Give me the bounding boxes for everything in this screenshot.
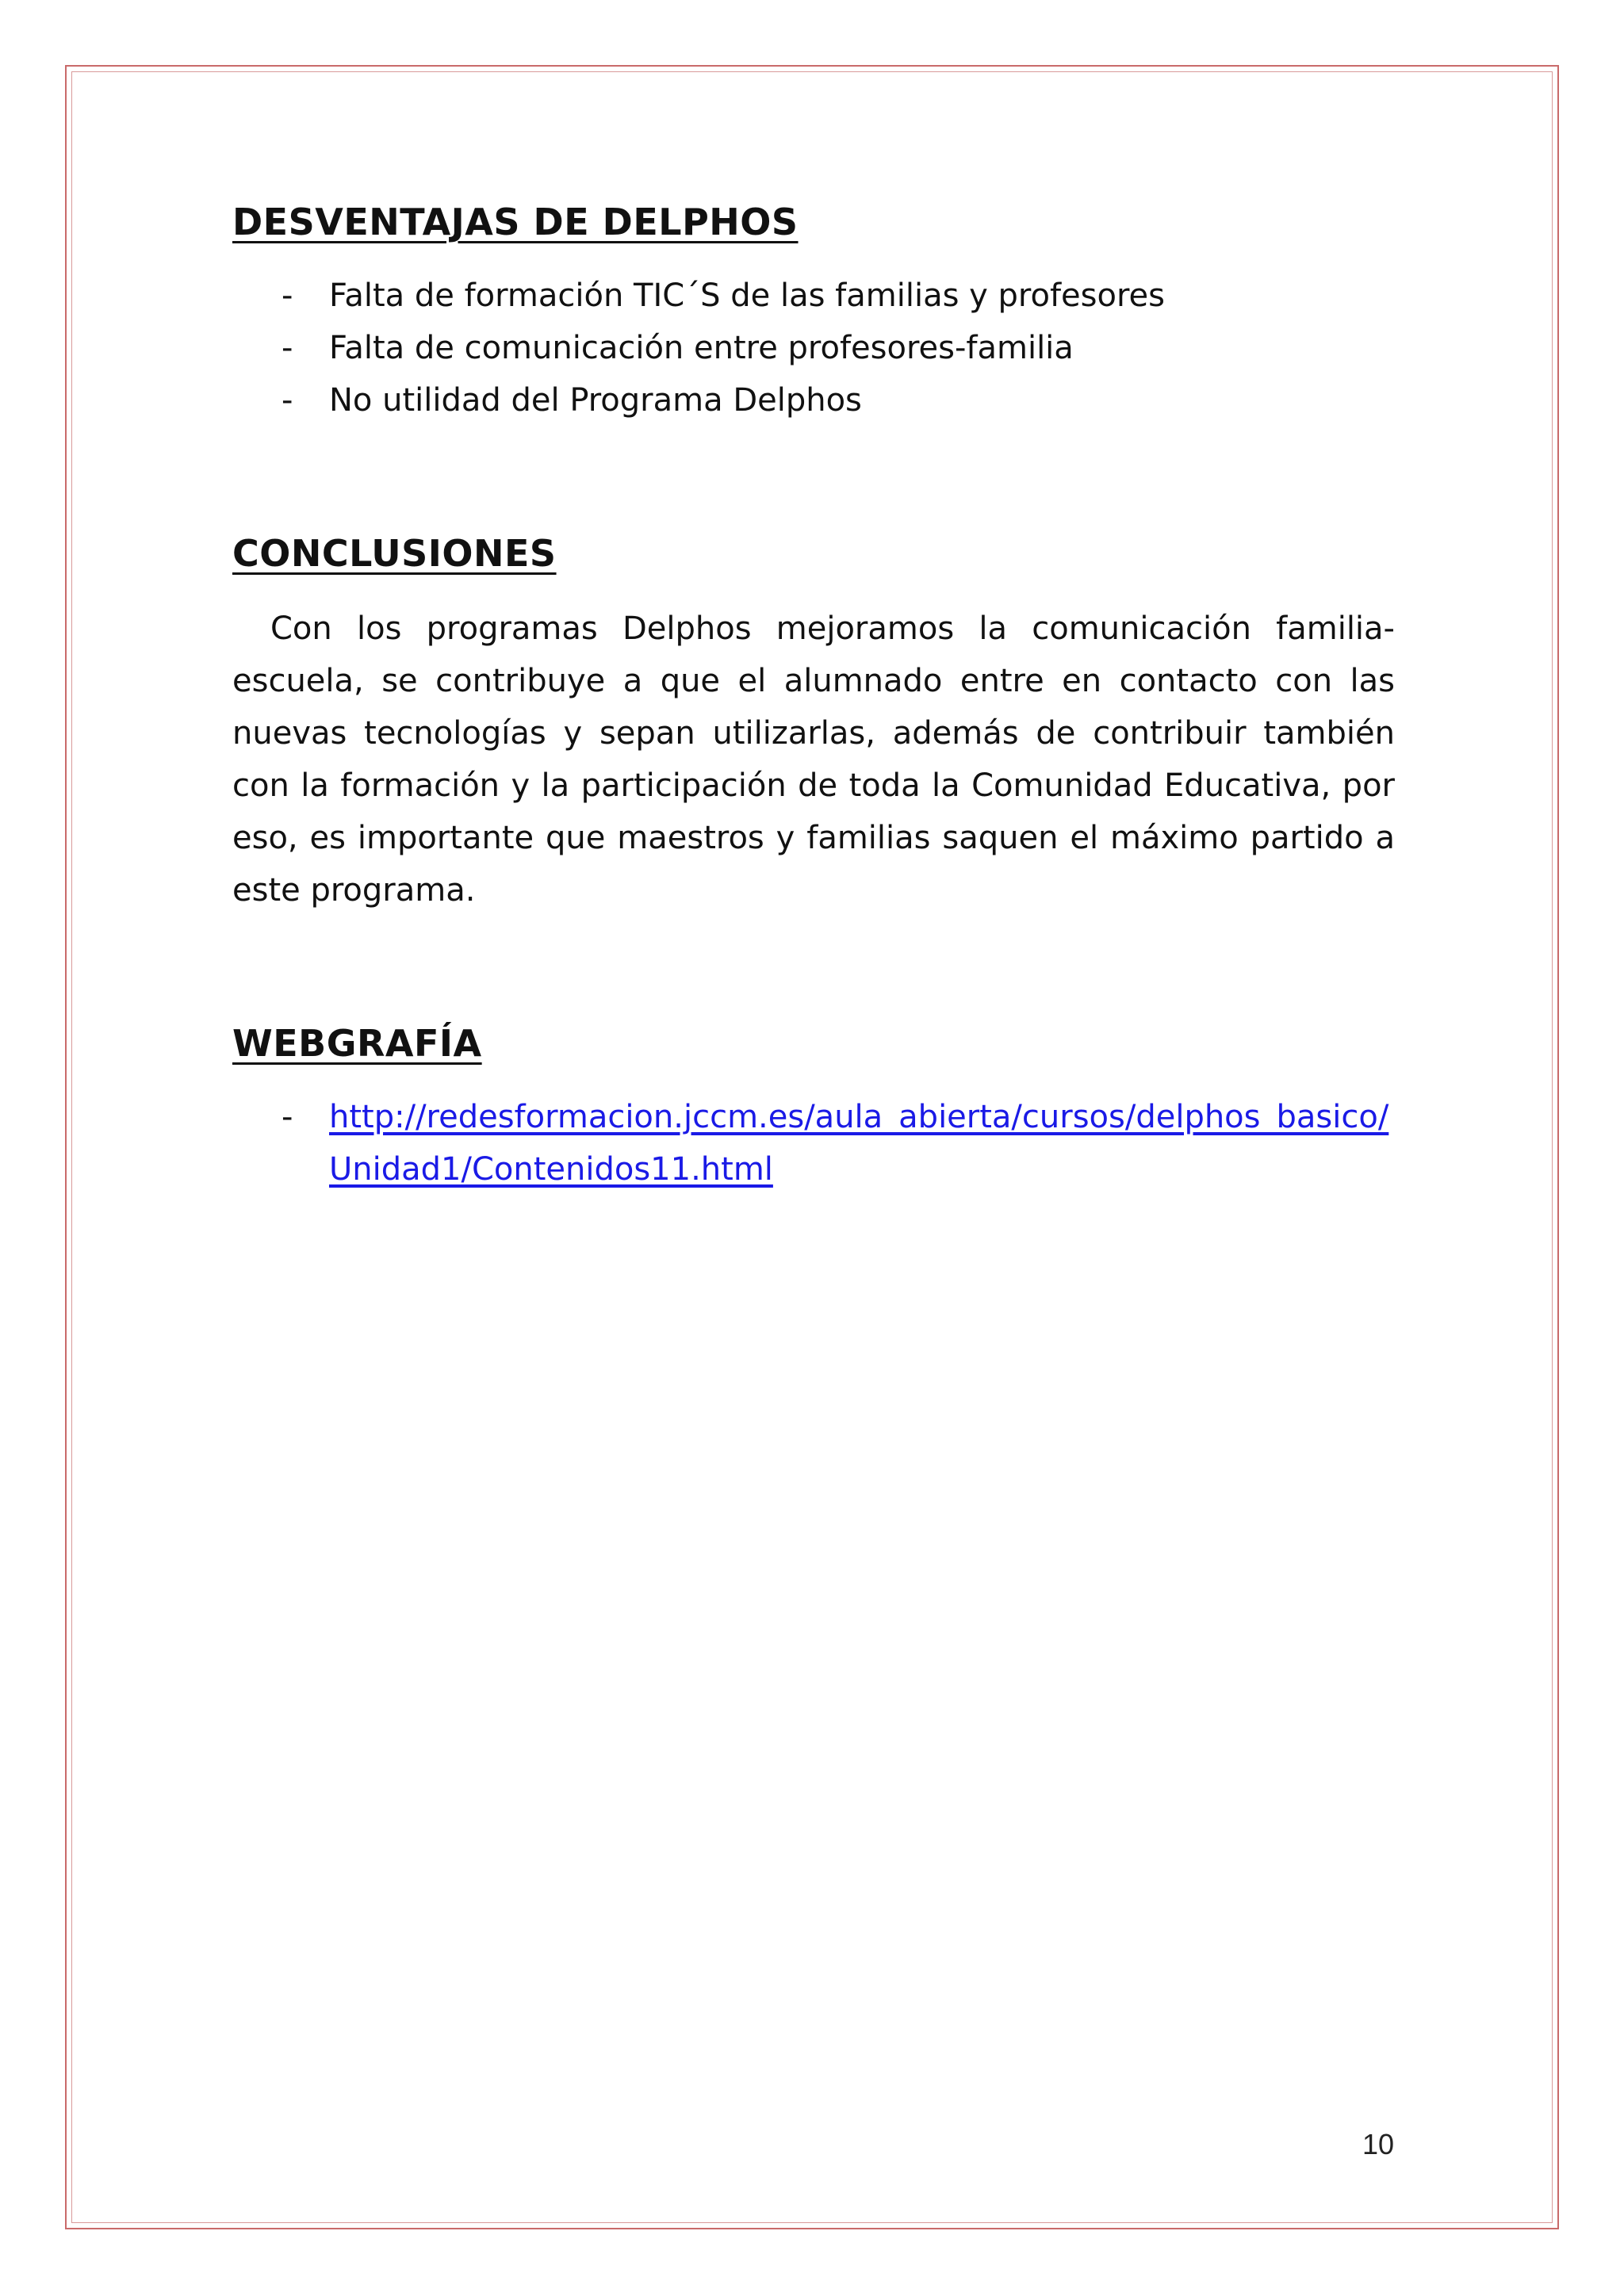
- page-number: 10: [1362, 2128, 1394, 2160]
- bullet-dash: -: [282, 1099, 293, 1135]
- list-item: [232, 1091, 1395, 1196]
- page-content: [232, 197, 1395, 1196]
- webgrafia-link[interactable]: http://redesformacion.jccm.es/aula_abierta/cursos/delphos_basico/Unidad1/Contenidos11.html: [329, 1099, 1389, 1188]
- list-item: [232, 322, 1395, 374]
- bullet-dash: -: [282, 382, 293, 419]
- list-item: [232, 374, 1395, 427]
- section-title-webgrafia: WEBGRAFÍA: [232, 1022, 482, 1065]
- list-item-text: Falta de comunicación entre profesores-familia: [329, 330, 1074, 366]
- webgrafia-list: [232, 1091, 1395, 1196]
- list-item-text: Falta de formación TIC´S de las familias y profesores: [329, 277, 1165, 314]
- bullet-dash: -: [282, 277, 293, 314]
- section-title-conclusiones: CONCLUSIONES: [232, 532, 557, 575]
- list-item: [232, 270, 1395, 322]
- list-item-text: No utilidad del Programa Delphos: [329, 382, 862, 419]
- conclusiones-paragraph: Con los programas Delphos mejoramos la comunicación familia-escuela, se contribuye a que el alumnado entre en contacto con las nuevas tecnologías y sepan utilizarlas, además de contribuir también con la formación y la participación de toda la Comunidad Educativa, por eso, es importante que maestros y familias saquen el máximo partido a este programa.: [232, 610, 1395, 909]
- desventajas-list: [232, 270, 1395, 427]
- section-title-desventajas: DESVENTAJAS DE DELPHOS: [232, 201, 799, 243]
- bullet-dash: -: [282, 330, 293, 366]
